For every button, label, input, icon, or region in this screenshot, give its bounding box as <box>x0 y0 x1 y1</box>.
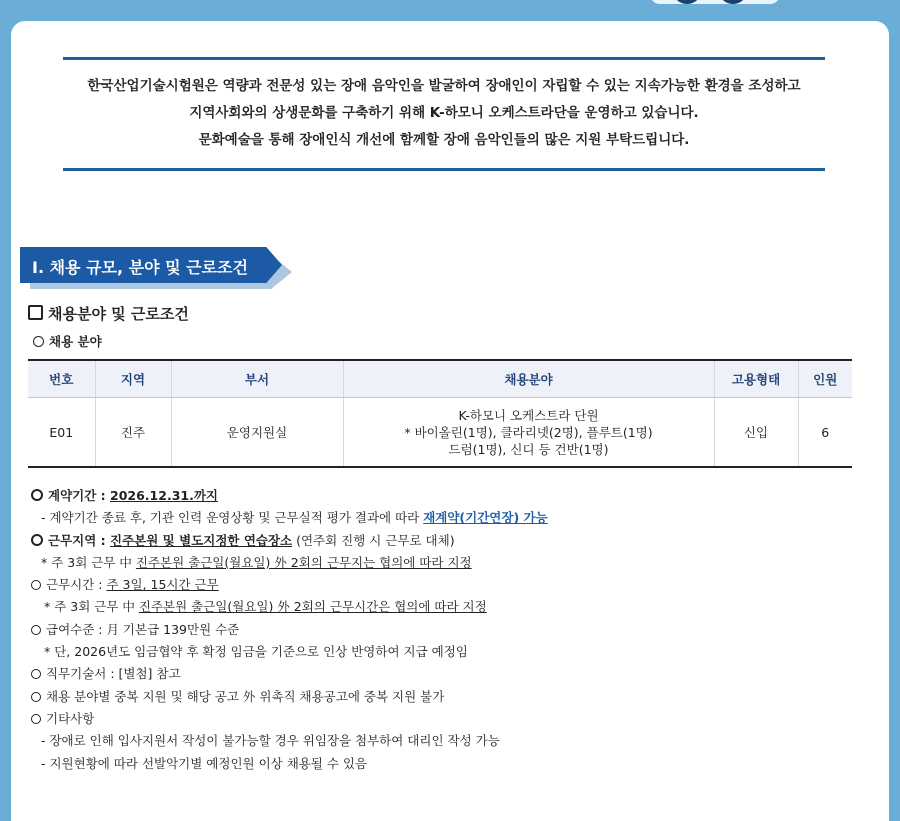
section-header <box>20 247 292 287</box>
location-sub-text: * 주 3회 근무 中 <box>41 554 136 570</box>
header-field: 채용분야 <box>343 360 714 398</box>
pay-subline <box>31 641 871 663</box>
contract-line <box>31 485 871 507</box>
intro-line-3: 문화예술을 통해 장애인식 개선에 함께할 장애 음악인들의 많은 지원 부탁드립니다. <box>198 132 690 148</box>
field-title <box>33 332 102 350</box>
circle-bullet-icon <box>31 534 43 546</box>
hours-subline <box>31 596 871 618</box>
conditions-list <box>31 485 871 775</box>
table-row <box>28 398 852 468</box>
circle-bullet-icon <box>33 336 44 347</box>
etc-sub-text-2: - 지원현황에 따라 선발악기별 예정인원 이상 채용될 수 있음 <box>41 755 368 771</box>
duplicate-text: 채용 분야별 중복 지원 및 해당 공고 外 위촉직 채용공고에 중복 지원 불가 <box>46 688 445 704</box>
cell-type: 신입 <box>714 398 798 468</box>
cell-field-line-1: K-하모니 오케스트라 단원 <box>458 407 599 423</box>
location-subline <box>31 552 871 574</box>
circle-bullet-icon <box>31 489 43 501</box>
header-region: 지역 <box>95 360 171 398</box>
contract-sub-highlight: 재계약(기간연장) 가능 <box>423 510 548 526</box>
intro-box <box>63 57 825 171</box>
etc-subline-1 <box>31 730 871 752</box>
circle-bullet-icon <box>31 714 41 724</box>
location-sub-underlined: 진주본원 출근일(월요일) 外 2회의 근무지는 협의에 따라 지정 <box>135 554 472 570</box>
content-card <box>11 21 889 821</box>
hours-sub-text: * 주 3회 근무 中 <box>44 599 139 615</box>
etc-text: 기타사항 <box>46 710 95 726</box>
subsection-title <box>28 303 189 324</box>
pay-line <box>31 619 871 641</box>
duplicate-line <box>31 686 871 708</box>
field-title-text: 채용 분야 <box>49 334 102 349</box>
cell-no: E01 <box>28 398 95 468</box>
circle-bullet-icon <box>31 625 41 635</box>
contract-sub-text: - 계약기간 종료 후, 기관 인력 운영상황 및 근무실적 평가 결과에 따라 <box>41 510 424 526</box>
location-extra: (연주회 진행 시 근무로 대체) <box>292 532 455 548</box>
contract-subline <box>31 507 871 529</box>
contract-value: 2026.12.31.까지 <box>110 488 218 503</box>
cell-count: 6 <box>798 398 852 468</box>
header-dept: 부서 <box>171 360 343 398</box>
pay-sub-text: * 단, 2026년도 임금협약 후 확정 임금을 기준으로 인상 반영하여 지급 예정임 <box>44 644 468 660</box>
header-type: 고용형태 <box>714 360 798 398</box>
hours-line <box>31 574 871 596</box>
etc-subline-2 <box>31 753 871 775</box>
table-header-row <box>28 360 852 398</box>
pay-text: 급여수준 : 月 기본급 139만원 수준 <box>46 621 240 637</box>
contract-label: 계약기간 : <box>48 488 111 503</box>
header-count: 인원 <box>798 360 852 398</box>
top-decoration <box>650 0 780 4</box>
circle-bullet-icon <box>31 692 41 702</box>
circle-bullet-icon <box>31 580 41 590</box>
subsection-title-text: 채용분야 및 근로조건 <box>48 305 189 323</box>
job-desc-text: 직무기술서 : [별첨] 참고 <box>46 666 181 682</box>
hours-label: 근무시간 : <box>46 577 107 593</box>
cell-field <box>343 398 714 468</box>
intro-line-1: 한국산업기술시험원은 역량과 전문성 있는 장애 음악인을 발굴하여 장애인이 자립할 수 있는 지속가능한 환경을 조성하고 <box>87 78 801 94</box>
location-value: 진주본원 및 별도지정한 연습장소 <box>110 532 293 548</box>
hours-sub-underlined: 진주본원 출근일(월요일) 外 2회의 근무시간은 협의에 따라 지정 <box>138 599 487 615</box>
cell-field-line-3: 드럼(1명), 신디 등 건반(1명) <box>448 441 609 457</box>
cell-field-line-2: * 바이올린(1명), 클라리넷(2명), 플루트(1명) <box>404 424 653 440</box>
section-title: I. 채용 규모, 분야 및 근로조건 <box>32 258 248 277</box>
job-desc-line <box>31 663 871 685</box>
hours-value: 주 3일, 15시간 근무 <box>106 577 219 593</box>
cell-region: 진주 <box>95 398 171 468</box>
square-bullet-icon <box>28 305 43 320</box>
circle-bullet-icon <box>31 669 41 679</box>
location-line <box>31 530 871 552</box>
cell-dept: 운영지원실 <box>171 398 343 468</box>
header-no: 번호 <box>28 360 95 398</box>
intro-line-2: 지역사회와의 상생문화를 구축하기 위해 K-하모니 오케스트라단을 운영하고 있습니다. <box>189 105 699 121</box>
etc-line <box>31 708 871 730</box>
location-label: 근무지역 : <box>48 532 111 548</box>
recruitment-table <box>28 359 852 468</box>
etc-sub-text-1: - 장애로 인해 입사지원서 작성이 불가능할 경우 위임장을 첨부하여 대리인 작성 가능 <box>41 733 500 749</box>
